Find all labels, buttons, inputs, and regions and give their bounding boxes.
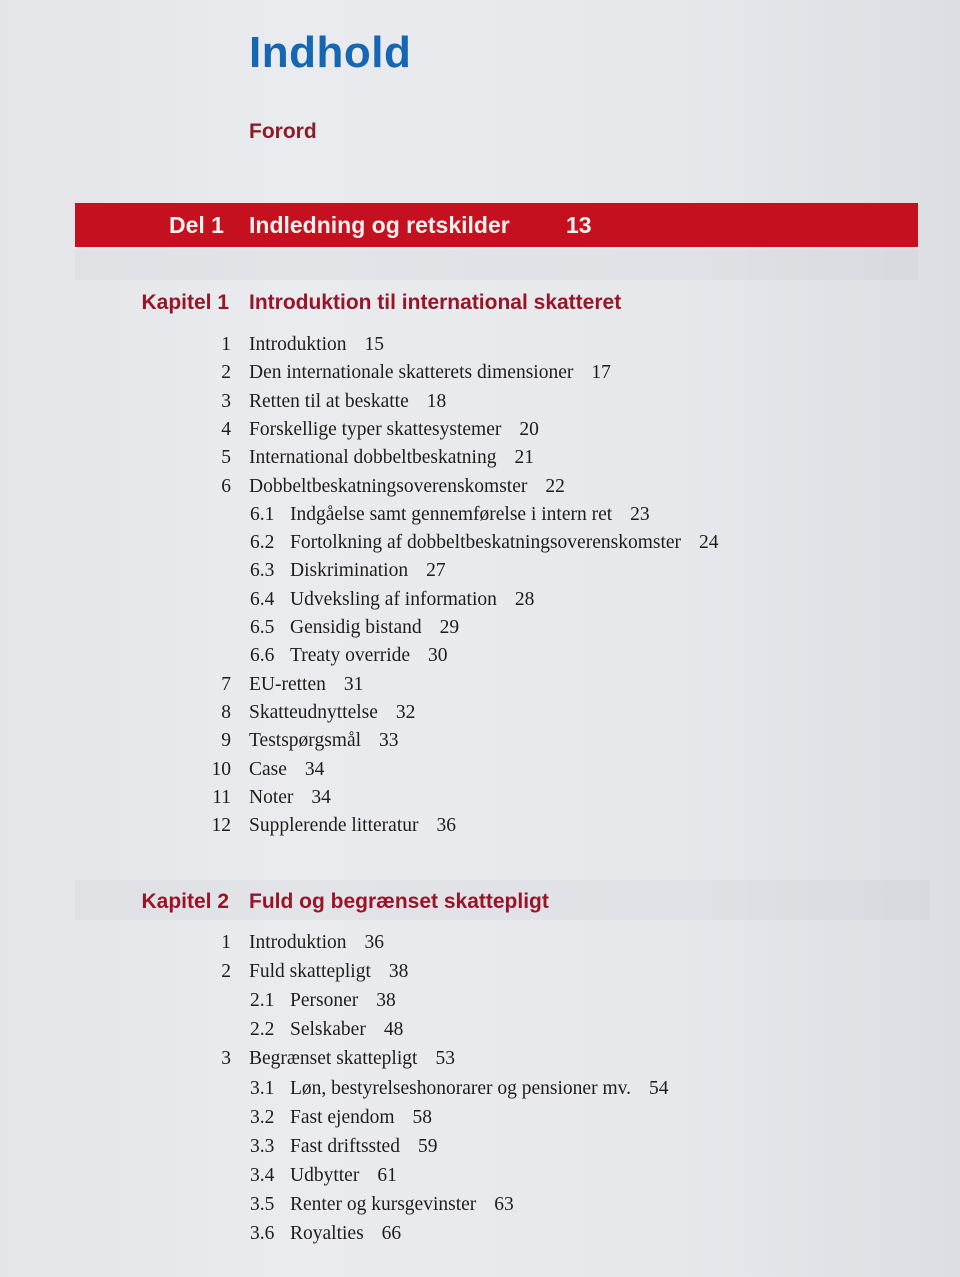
entry-number: 6.2 (250, 532, 275, 554)
entry-title-group (249, 359, 611, 387)
entry-page-number: 33 (379, 730, 399, 752)
entry-title: Indgåelse samt gennemførelse i intern ret (290, 503, 613, 525)
entry-title-group (249, 699, 415, 727)
entry-title-group (249, 812, 456, 840)
entry-title-group (249, 958, 408, 986)
entry-number: 1 (221, 932, 231, 953)
toc-entry[interactable] (0, 812, 960, 840)
entry-title-group (290, 586, 534, 614)
entry-page-number: 34 (311, 786, 331, 808)
entry-number: 6 (221, 475, 231, 497)
toc-entry[interactable] (0, 1162, 960, 1190)
entry-page-number: 24 (699, 532, 719, 554)
chapter-title: Introduktion til international skatteret (249, 291, 622, 314)
toc-entry[interactable] (0, 557, 960, 585)
entry-title: Dobbeltbeskatningsoverenskomster (249, 475, 528, 497)
toc-entry[interactable] (0, 671, 960, 699)
entry-title: Supplerende litteratur (249, 815, 419, 837)
toc-entry[interactable] (0, 1220, 960, 1248)
toc-entry[interactable] (0, 1016, 960, 1044)
entry-number: 1 (221, 334, 231, 355)
toc-entry[interactable] (0, 359, 960, 387)
entry-number: 9 (221, 730, 231, 752)
entry-page-number: 20 (519, 418, 539, 440)
entry-title-group (249, 388, 446, 416)
entry-title: Fuld skattepligt (249, 961, 371, 983)
entry-page-number: 59 (417, 1135, 438, 1157)
part-label: Del 1 (169, 212, 224, 238)
entry-title: Personer (290, 990, 359, 1012)
toc-entry[interactable] (0, 1104, 960, 1132)
entry-page-number: 34 (304, 758, 325, 780)
entry-number: 7 (221, 673, 231, 695)
entry-title: Testspørgsmål (249, 730, 362, 752)
entry-page-number: 36 (364, 932, 384, 953)
chapter-label: Kapitel 1 (141, 291, 229, 314)
entry-page-number: 27 (426, 560, 446, 582)
toc-entry[interactable] (0, 727, 960, 755)
entry-number: 12 (211, 815, 231, 837)
entry-title-group (290, 1104, 432, 1132)
entry-number: 2.2 (250, 1019, 275, 1041)
entry-title: Fortolkning af dobbeltbeskatningsoverenskomster (290, 532, 682, 554)
entry-title-group (249, 1045, 455, 1073)
entry-title: Gensidig bistand (290, 617, 422, 638)
entry-title-group (290, 557, 446, 585)
entry-title: Forskellige typer skattesystemer (249, 418, 502, 440)
entry-page-number: 58 (412, 1106, 433, 1128)
chapter-label: Kapitel 2 (141, 890, 229, 913)
entry-page-number: 30 (428, 645, 448, 667)
entry-title-group (290, 987, 396, 1015)
entry-title: Fast driftssted (290, 1135, 400, 1157)
entry-title: Selskaber (290, 1019, 366, 1041)
entry-title: Noter (249, 786, 294, 808)
toc-entry[interactable] (0, 501, 960, 529)
entry-page-number: 48 (383, 1019, 404, 1041)
entry-title: EU-retten (249, 673, 326, 695)
entry-page-number: 32 (395, 701, 416, 723)
entry-title-group (290, 642, 448, 670)
entry-page-number: 36 (436, 815, 456, 837)
entry-page-number: 61 (377, 1164, 397, 1186)
entry-title-group (249, 929, 384, 957)
toc-entry[interactable] (0, 987, 960, 1015)
entry-title: Treaty override (290, 645, 411, 667)
entry-number: 8 (221, 701, 231, 723)
entry-title-group (290, 529, 719, 557)
entry-title-group (249, 784, 331, 812)
toc-entry[interactable] (0, 699, 960, 727)
part-banner[interactable] (75, 203, 918, 247)
toc-entry[interactable] (0, 1133, 960, 1161)
entry-number: 3.4 (250, 1164, 275, 1186)
chapter-title: Fuld og begrænset skattepligt (249, 890, 549, 913)
toc-entry[interactable] (0, 416, 960, 444)
entry-title-group (290, 614, 459, 642)
show-through-band (75, 250, 918, 280)
entry-page-number: 23 (630, 503, 650, 525)
toc-entry[interactable] (0, 784, 960, 812)
entry-number: 6.3 (250, 560, 275, 582)
entry-number: 2.1 (250, 990, 275, 1012)
entry-title-group (290, 1191, 514, 1219)
entry-number: 3 (221, 390, 231, 412)
entry-title: Diskrimination (290, 560, 409, 582)
entry-number: 3.1 (250, 1077, 275, 1099)
entry-number: 2 (221, 961, 231, 983)
entry-number: 3.3 (250, 1135, 275, 1157)
entry-title: Begrænset skattepligt (249, 1048, 418, 1070)
entry-number: 3.5 (250, 1193, 275, 1215)
entry-page-number: 66 (381, 1223, 402, 1244)
entry-number: 6.6 (250, 645, 275, 667)
entry-page-number: 38 (376, 990, 396, 1012)
entry-number: 3.6 (250, 1223, 275, 1244)
entry-number: 5 (221, 447, 231, 469)
toc-entry-preface[interactable]: Forord (249, 120, 317, 143)
entry-title-group (290, 1162, 397, 1190)
entry-title-group (290, 1016, 403, 1044)
entry-number: 3.2 (250, 1106, 275, 1128)
entry-title: Udbytter (290, 1164, 360, 1186)
entry-title-group (249, 331, 384, 359)
entry-title: Fast ejendom (290, 1106, 395, 1128)
toc-entry[interactable] (0, 473, 960, 501)
entry-title-group (290, 1075, 668, 1103)
entry-page-number: 31 (343, 673, 364, 695)
entry-title-group (249, 727, 399, 755)
entry-number: 6.5 (250, 617, 275, 638)
entry-number: 10 (211, 758, 231, 780)
entry-page-number: 38 (388, 961, 409, 983)
entry-number: 6.4 (250, 588, 275, 610)
entry-page-number: 54 (648, 1077, 669, 1099)
entry-title-group (290, 501, 650, 529)
entry-title: Udveksling af information (290, 588, 497, 610)
entry-title-group (249, 416, 539, 444)
entry-title: International dobbeltbeskatning (249, 447, 497, 469)
toc-entry[interactable] (0, 756, 960, 784)
entry-page-number: 29 (439, 617, 460, 638)
entry-title: Royalties (290, 1223, 364, 1244)
entry-page-number: 63 (494, 1193, 514, 1215)
entry-page-number: 15 (364, 334, 384, 355)
entry-title: Løn, bestyrelseshonorarer og pensioner mv. (290, 1077, 631, 1099)
toc-entry[interactable] (0, 1045, 960, 1073)
toc-entry[interactable] (0, 586, 960, 614)
entry-page-number: 22 (545, 475, 565, 497)
entry-page-number: 21 (514, 447, 534, 469)
entry-title: Retten til at beskatte (249, 390, 409, 412)
toc-entry[interactable] (0, 388, 960, 416)
entry-title: Case (249, 758, 287, 780)
toc-entry[interactable] (0, 958, 960, 986)
entry-title: Den internationale skatterets dimensioner (249, 362, 574, 384)
entry-number: 3 (221, 1048, 231, 1070)
toc-entry[interactable] (0, 614, 960, 642)
entry-title-group (249, 473, 565, 501)
toc-entry[interactable] (0, 331, 960, 359)
entry-title-group (249, 444, 534, 472)
page-title: Indhold (249, 28, 412, 78)
entry-page-number: 17 (591, 362, 611, 384)
entry-number: 2 (221, 362, 231, 384)
entry-page-number: 18 (426, 390, 447, 412)
part-page-number: 13 (566, 212, 592, 238)
entry-number: 6.1 (250, 503, 275, 525)
entry-title: Renter og kursgevinster (290, 1193, 477, 1215)
toc-entry[interactable] (0, 444, 960, 472)
entry-title: Skatteudnyttelse (249, 701, 378, 723)
entry-page-number: 53 (435, 1048, 455, 1070)
entry-title: Introduktion (249, 334, 347, 355)
toc-entry[interactable] (0, 929, 960, 957)
toc-entry[interactable] (0, 529, 960, 557)
entry-title-group (249, 671, 363, 699)
part-title: Indledning og retskilder (249, 212, 510, 238)
entry-title: Introduktion (249, 932, 347, 953)
toc-entry[interactable] (0, 1075, 960, 1103)
entry-title-group (249, 756, 324, 784)
entry-page-number: 28 (514, 588, 535, 610)
toc-entry[interactable] (0, 1191, 960, 1219)
entry-title-group (290, 1133, 437, 1161)
toc-entry[interactable] (0, 642, 960, 670)
entry-number: 4 (221, 418, 231, 440)
entry-number: 11 (212, 786, 231, 808)
entry-title-group (290, 1220, 401, 1248)
